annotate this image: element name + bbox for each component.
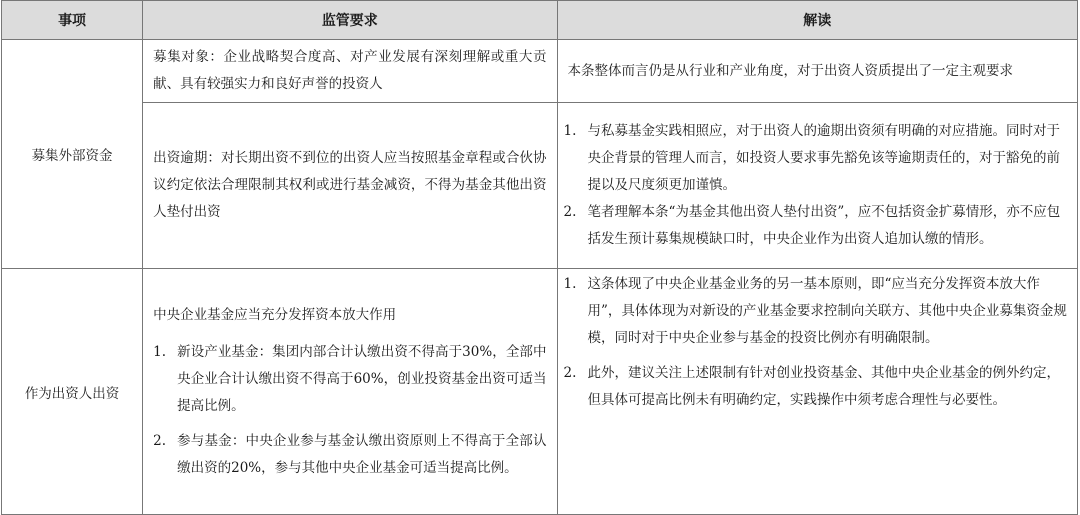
requirement-intro: 中央企业基金应当充分发挥资本放大作用 (153, 306, 397, 323)
list-item (564, 199, 1068, 253)
list-text: 笔者理解本条“为基金其他出资人垫付出资”，应不包括资金扩募情形，亦不应包括发生预计募集规模缺口时，中央企业作为出资人追加认缴的情形。 (587, 204, 1061, 247)
list-item (564, 271, 1068, 352)
list-number: 2. (563, 365, 577, 381)
list-item (153, 428, 546, 482)
list-number: 2. (153, 432, 167, 449)
requirement-cell (143, 103, 557, 269)
interpretation-cell (557, 103, 1078, 269)
interpretation-cell (557, 40, 1078, 103)
header-item: 事项 (2, 1, 143, 40)
list-text: 新设产业基金：集团内部合计认缴出资不得高于30%，全部中央企业合计认缴出资不得高于60%，创业投资基金出资可适当提高比例。 (177, 343, 547, 414)
list-number: 1. (153, 343, 167, 360)
interpretation-cell (557, 269, 1078, 515)
table-header-row (2, 1, 1078, 40)
list-item (153, 339, 546, 420)
requirement-text: 募集对象：企业战略契合度高、对产业发展有深刻理解或重大贡献、具有较强实力和良好声誉的投资人 (153, 49, 547, 92)
requirement-list (153, 339, 546, 482)
header-interpretation: 解读 (557, 1, 1078, 40)
interpretation-list (564, 118, 1068, 253)
list-number: 1. (563, 123, 577, 139)
list-text: 这条体现了中央企业基金业务的另一基本原则，即“应当充分发挥资本放大作用”，具体体现为对新设的产业基金要求控制向关联方、其他中央企业募集资金规模，同时对于中央企业参与基金的投资比例亦有明确限制。 (587, 276, 1067, 346)
list-item (564, 360, 1068, 414)
list-text: 参与基金：中央企业参与基金认缴出资原则上不得高于全部认缴出资的20%，参与其他中央企业基金可适当提高比例。 (177, 432, 547, 476)
list-text: 与私募基金实践相照应，对于出资人的逾期出资须有明确的对应措施。同时对于央企背景的管理人而言，如投资人要求事先豁免该等逾期责任的，对于豁免的前提以及尺度须更加谨慎。 (587, 123, 1060, 193)
list-text: 此外，建议关注上述限制有针对创业投资基金、其他中央企业基金的例外约定，但具体可提高比例未有明确约定，实践操作中须考虑合理性与必要性。 (587, 365, 1060, 408)
table-row (2, 269, 1078, 515)
table-row (2, 103, 1078, 269)
table-row (2, 40, 1078, 103)
regulation-table (1, 0, 1078, 515)
list-number: 1. (563, 276, 577, 292)
list-number: 2. (563, 204, 577, 220)
item-cell: 募集外部资金 (2, 40, 143, 269)
item-cell: 作为出资人出资 (2, 269, 143, 515)
interpretation-list (564, 271, 1068, 414)
requirement-cell (143, 269, 557, 515)
header-requirement: 监管要求 (143, 1, 557, 40)
interpretation-text: 本条整体而言仍是从行业和产业角度，对于出资人资质提出了一定主观要求 (567, 62, 1013, 79)
requirement-cell (143, 40, 557, 103)
list-item (564, 118, 1068, 199)
requirement-text: 出资逾期：对长期出资不到位的出资人应当按照基金章程或合伙协议约定依法合理限制其权利或进行基金减资，不得为基金其他出资人垫付出资 (153, 150, 547, 220)
